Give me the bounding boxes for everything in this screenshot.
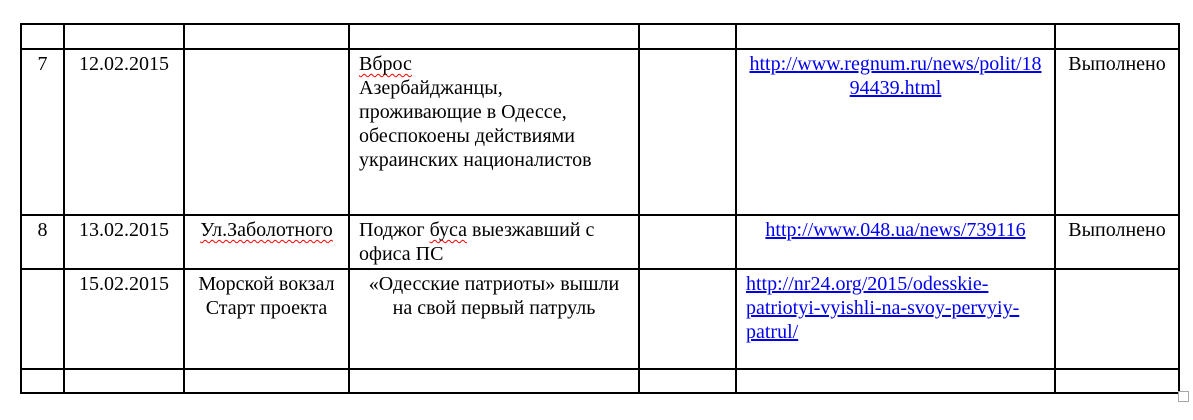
empty-cell [736,369,1055,393]
spacer-cell [639,215,736,269]
empty-cell [639,369,736,393]
location-line-2: Старт проекта [205,297,328,319]
date-cell: 13.02.2015 [64,215,184,269]
description-line-1 [359,52,629,76]
empty-cell [184,369,349,393]
description-text: выезжавший с офиса ПС [359,219,595,265]
table-row-9 [21,269,1179,369]
row-number-cell: 7 [21,49,64,215]
location-cell [184,269,349,369]
description-cell [349,49,639,215]
description-cell: «Одесские патриоты» вышли на свой первый патруль [349,269,639,369]
status-cell [1055,269,1179,369]
location-cell [184,215,349,269]
misspelled-word: буса [429,219,467,241]
row-number-cell: 8 [21,215,64,269]
empty-header-row [21,24,1179,49]
link-cell [736,269,1055,369]
empty-cell [64,24,184,49]
empty-cell [1055,369,1179,393]
description-text: Азербайджанцы, проживающие в Одессе, обеспокоены действиями украинских националистов [359,77,592,171]
link-cell [736,215,1055,269]
date-cell: 12.02.2015 [64,49,184,215]
hyperlink-048ua[interactable]: http://www.048.ua/news/739116 [765,219,1026,241]
spacer-cell [639,49,736,215]
hyperlink-regnum[interactable]: http://www.regnum.ru/news/polit/1894439.html [749,53,1042,99]
empty-footer-row [21,369,1179,393]
empty-cell [21,24,64,49]
date-cell: 15.02.2015 [64,269,184,369]
link-cell [736,49,1055,215]
empty-cell [184,24,349,49]
empty-cell [64,369,184,393]
hyperlink-nr24[interactable]: http://nr24.org/2015/odesskie-patriotyi-vyishli-na-svoy-pervyiy-patrul/ [746,273,1020,343]
row-number-cell [21,269,64,369]
empty-cell [349,24,639,49]
status-cell: Выполнено [1055,49,1179,215]
description-text: Поджог [359,219,430,241]
events-table [20,23,1180,394]
location-cell [184,49,349,215]
empty-cell [639,24,736,49]
description-cell [349,215,639,269]
empty-cell [736,24,1055,49]
empty-cell [349,369,639,393]
table-row-8 [21,215,1179,269]
status-cell: Выполнено [1055,215,1179,269]
misspelled-word: Ул.Заболотного [200,219,333,241]
misspelled-word: Вброс [359,53,412,75]
location-line-1: Морской вокзал [198,273,335,295]
empty-cell [1055,24,1179,49]
table-row-7 [21,49,1179,215]
table-resize-handle[interactable] [1178,391,1189,402]
empty-cell [21,369,64,393]
spacer-cell [639,269,736,369]
